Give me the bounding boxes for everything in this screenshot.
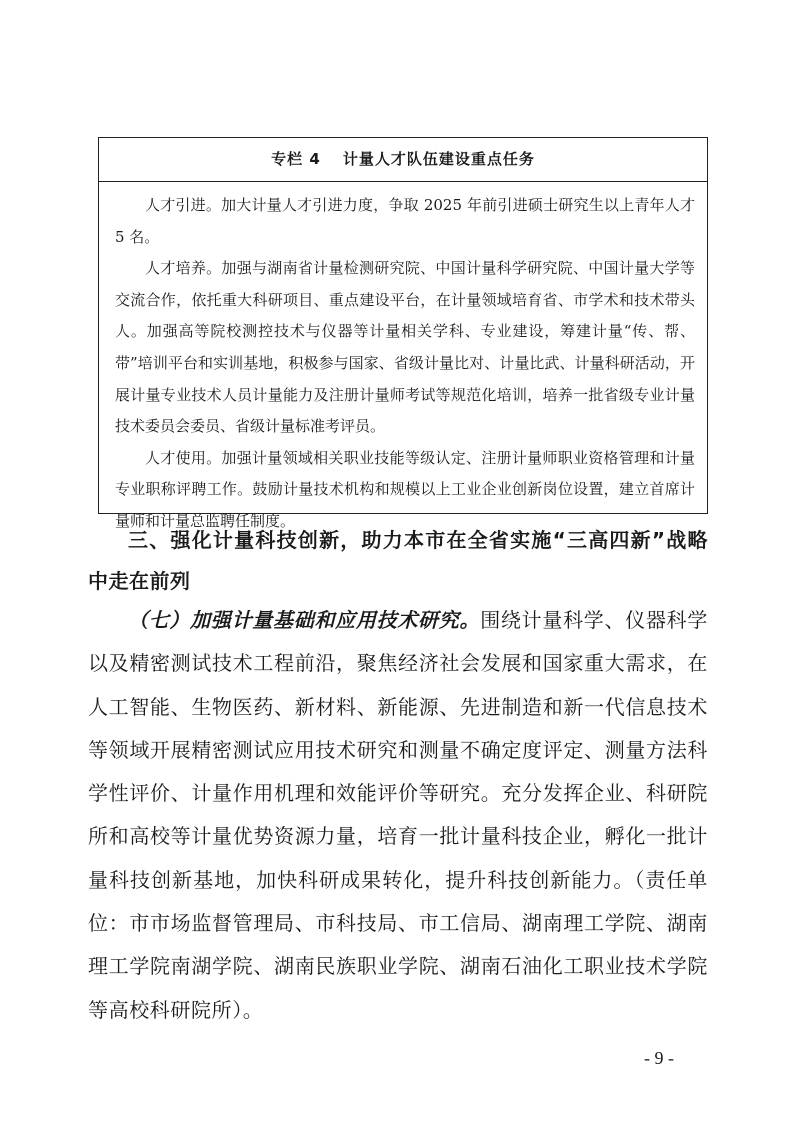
feature-box: [98, 137, 708, 530]
feature-box-number: 专栏 4: [271, 150, 321, 168]
feature-box-title-text: 计量人才队伍建设重点任务: [342, 150, 535, 168]
talent-training-paragraph: 人才培养。加强与湖南省计量检测研究院、中国计量科学研究院、中国计量大学等交流合作，依托重大科研项目、重点建设平台，在计量领域培育省、市学术和技术带头人。加强高等院校测控技术与仪器等计量相关学科、专业建设，筹建计量“传、帮、带”培训平台和实训基地，积极参与国家、省级计量比对、计量比武、计量科研活动，开展计量专业技术人员计量能力及注册计量师考试等规范化培训，培养一批省级专业计量技术委员会委员、省级计量标准考评员。: [115, 259, 695, 436]
talent-introduction-paragraph: 人才引进。加大计量人才引进力度，争取 2025 年前引进硕士研究生以上青年人才 5 名。: [115, 196, 695, 246]
section-body-paragraph: [88, 599, 708, 1032]
section-heading: 三、强化计量科技创新，助力本市在全省实施“三高四新”战略中走在前列: [88, 528, 708, 593]
talent-usage-paragraph: 人才使用。加强计量领域相关职业技能等级认定、注册计量师职业资格管理和计量专业职称评聘工作。鼓励计量技术机构和规模以上工业企业创新岗位设置，建立首席计量师和计量总监聘任制度。: [115, 448, 695, 530]
feature-box-title: [99, 138, 707, 182]
feature-box-body: [99, 182, 707, 538]
subsection-body: 围绕计量科学、仪器科学以及精密测试技术工程前沿，聚焦经济社会发展和国家重大需求，在人工智能、生物医药、新材料、新能源、先进制造和新一代信息技术等领域开展精密测试应用技术研究和测量不确定度评定、测量方法科学性评价、计量作用机理和效能评价等研究。充分发挥企业、科研院所和高校等计量优势资源力量，培育一批计量科技企业，孵化一批计量科技创新基地，加快科研成果转化，提升科技创新能力。（责任单位：市市场监督管理局、市科技局、市工信局、湖南理工学院、湖南理工学院南湖学院、湖南民族职业学院、湖南石油化工职业技术学院等高校科研院所）。: [88, 608, 708, 1022]
page-number: - 9 -: [644, 1048, 674, 1068]
subsection-lead: （七）加强计量基础和应用技术研究。: [128, 608, 481, 632]
